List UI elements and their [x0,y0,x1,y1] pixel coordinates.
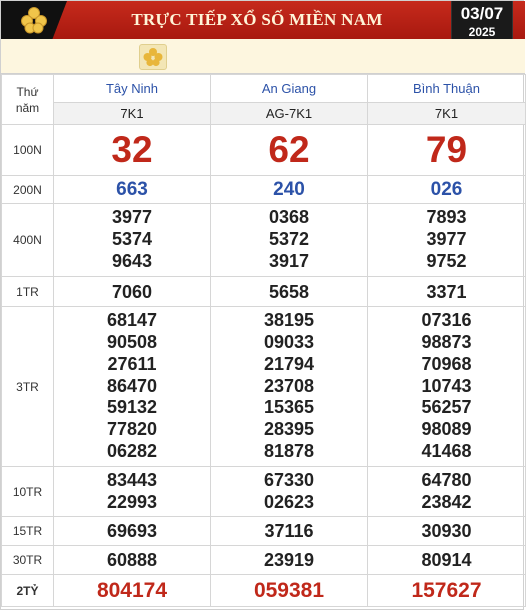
prize-number: 3371 [368,277,526,307]
prize-row-3tr [2,307,526,467]
subheader-bar [1,39,525,74]
prize-label: 400N [2,204,54,277]
prize-number: 67330 [263,469,315,490]
prize-number: 60888 [54,546,211,575]
prize-number: 69693 [54,517,211,546]
prize-number: 27611 [107,353,157,374]
header-bar [1,1,525,39]
prize-row-15tr [2,517,526,546]
prize-number: 79 [368,125,526,176]
results-table [1,74,526,607]
prize-number: 59132 [106,397,158,418]
prize-number: 56257 [421,397,472,418]
prize-number: 23919 [211,546,368,575]
flower-logo-icon [19,6,49,34]
prize-number: 0368 [268,207,310,228]
prize-number: 10743 [421,375,472,396]
day-label-line-2: năm [15,100,40,115]
prize-numbers [54,307,211,467]
prize-number: 09033 [263,332,315,352]
prize-numbers [211,307,368,467]
prize-row-10tr [2,467,526,517]
prize-number: 32 [54,125,211,176]
special-prize-number: 157627 [368,575,526,607]
prize-numbers [368,307,526,467]
prize-row-special [2,575,526,607]
date-badge [451,1,513,44]
prize-label: 30TR [2,546,54,575]
prize-label: 100N [2,125,54,176]
province-code: AG-7K1 [211,103,368,125]
prize-number: 3917 [268,250,310,271]
mini-flower-glyph [140,45,166,69]
prize-numbers [368,204,526,277]
prize-number: 02623 [263,491,315,512]
prize-number: 23842 [421,491,472,512]
prize-row-400n [2,204,526,277]
prize-label: 15TR [2,517,54,546]
prize-number: 90508 [106,332,158,352]
prize-numbers [368,467,526,517]
prize-number: 83443 [106,469,158,490]
prize-number: 06282 [106,440,158,461]
day-label [2,75,54,125]
prize-number: 98089 [421,419,472,440]
prize-number: 9752 [426,250,467,271]
prize-number: 7060 [54,277,211,307]
prize-number: 3977 [426,229,467,250]
prize-number: 21794 [263,353,315,374]
mini-flower-icon[interactable] [139,44,167,70]
prize-label: 3TR [2,307,54,467]
prize-numbers [54,204,211,277]
prize-label: 2TỶ [2,575,54,607]
prize-number: 663 [54,176,211,204]
prize-row-30tr [2,546,526,575]
prize-row-1tr [2,277,526,307]
date-year: 2025 [468,25,496,39]
prize-label: 200N [2,176,54,204]
prize-number: 22993 [106,491,158,512]
province-code: 7K1 [54,103,211,125]
province-name[interactable]: Bình Thuận [368,75,526,103]
prize-number: 9643 [111,250,153,271]
prize-row-100n [2,125,526,176]
province-name[interactable]: An Giang [211,75,368,103]
prize-number: 62 [211,125,368,176]
prize-number: 28395 [263,419,315,440]
prize-number: 81878 [263,440,315,461]
day-label-line-1: Thứ [16,84,39,99]
province-code: 7K1 [368,103,526,125]
special-prize-number: 059381 [211,575,368,607]
province-name[interactable]: Tây Ninh [54,75,211,103]
prize-number: 23708 [263,375,315,396]
prize-numbers [211,204,368,277]
prize-number: 86470 [106,375,158,396]
prize-number: 3977 [111,207,153,228]
prize-number: 80914 [368,546,526,575]
prize-numbers [54,467,211,517]
prize-number: 98873 [421,332,472,352]
special-prize-number: 804174 [54,575,211,607]
page-title: TRỰC TIẾP XỔ SỐ MIỀN NAM [131,10,383,29]
prize-number: 30930 [368,517,526,546]
prize-number: 240 [211,176,368,204]
prize-number: 5374 [111,229,153,250]
prize-number: 64780 [421,469,472,490]
prize-number: 70968 [421,353,472,374]
prize-number: 41468 [421,440,472,461]
prize-number: 38195 [263,310,315,331]
prize-label: 10TR [2,467,54,517]
prize-number: 5658 [211,277,368,307]
prize-label: 1TR [2,277,54,307]
prize-number: 07316 [421,310,472,331]
prize-number: 77820 [106,419,158,440]
prize-numbers [211,467,368,517]
prize-number: 026 [368,176,526,204]
prize-number: 15365 [263,397,315,418]
prize-number: 7893 [426,207,467,228]
prize-row-200n [2,176,526,204]
prize-number: 5372 [268,229,310,250]
prize-number: 37116 [211,517,368,546]
date-day: 03/07 [460,4,504,23]
prize-number: 68147 [106,310,158,331]
